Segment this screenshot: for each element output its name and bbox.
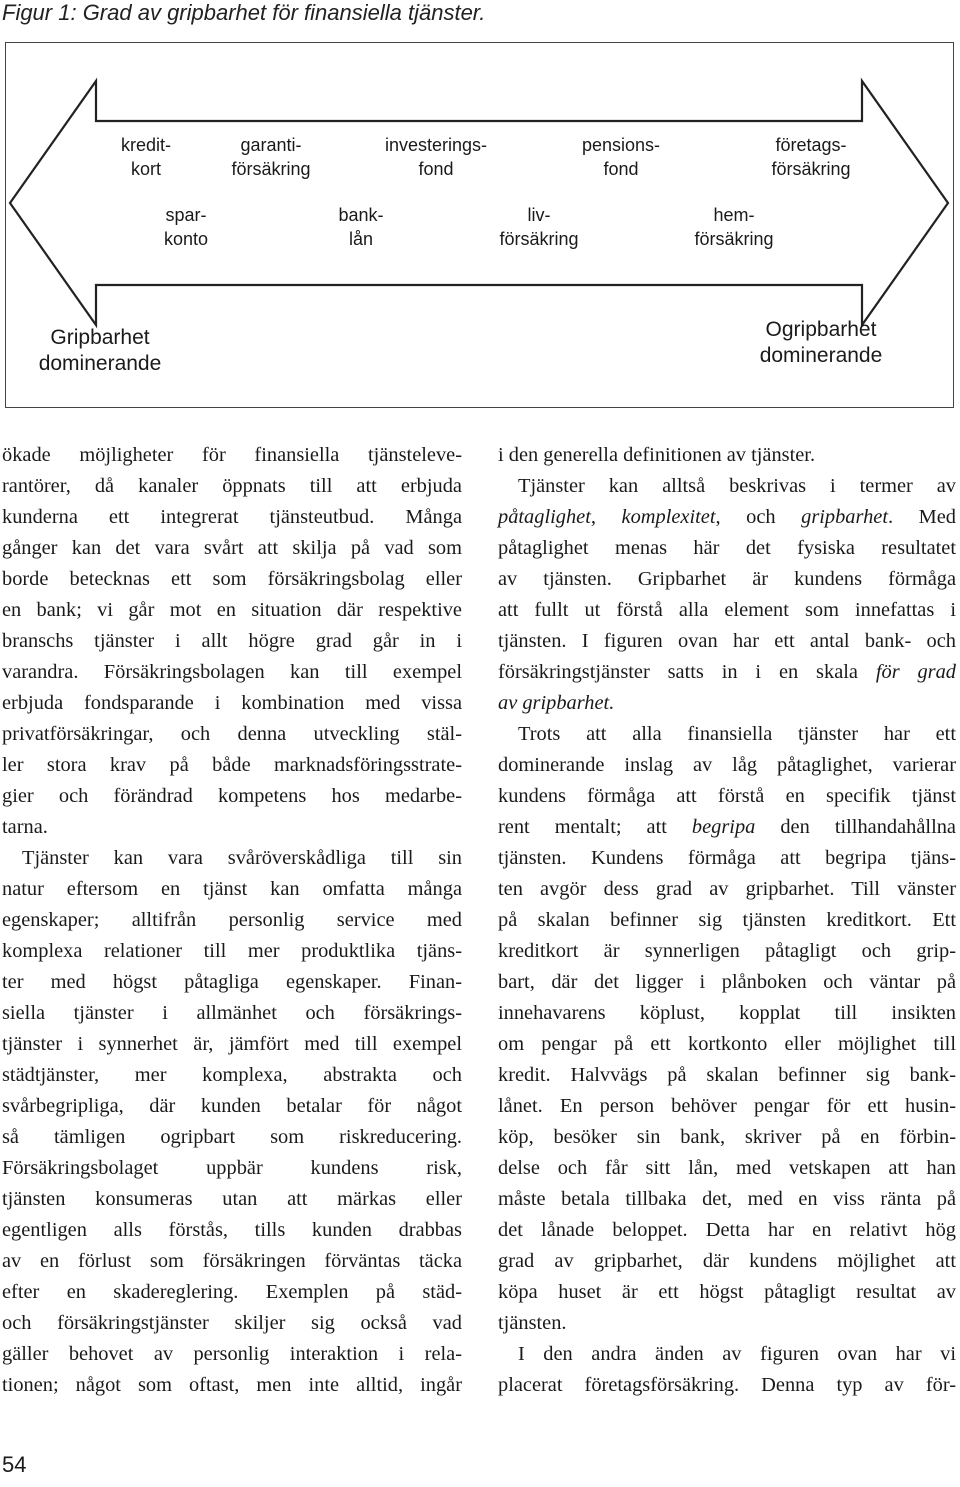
body-line: erbjuda fondsparande i kombination med vissa xyxy=(2,692,462,714)
body-line: att fullt ut förstå alla element som innefattas i xyxy=(498,599,956,621)
body-line: egenskaper; alltifrån personlig service med xyxy=(2,909,462,931)
body-line: ter med högst påtagliga egenskaper. Finan- xyxy=(2,971,462,993)
term-gripbarhet: gripbarhet xyxy=(801,506,888,528)
term-for-grad: för grad xyxy=(875,661,957,683)
page-number: 54 xyxy=(2,1452,27,1477)
body-line: en bank; vi går mot en situation där respektive xyxy=(2,599,462,621)
label-banklan: bank- lån xyxy=(338,205,384,249)
body-line: kredit. Halvvägs på skalan befinner sig bank- xyxy=(498,1064,956,1086)
text-run: , xyxy=(590,506,622,528)
text-run: rent mentalt; att xyxy=(498,816,692,838)
body-line: städtjänster, mer komplexa, abstrakta och xyxy=(2,1064,462,1086)
body-line: Tjänster kan alltså beskrivas i termer av xyxy=(518,475,956,497)
term-komplexitet: komplexitet xyxy=(621,506,716,528)
right-column xyxy=(498,440,956,1401)
body-line: ökade möjligheter för finansiella tjänsteleve- xyxy=(2,444,462,466)
body-line: av en förlust som försäkringen förväntas täcka xyxy=(2,1250,462,1272)
body-line: lånet. En person behöver pengar för ett husin- xyxy=(498,1095,956,1117)
body-line: tionen; något som oftast, men inte alltid, ingår xyxy=(2,1374,462,1396)
body-line: så tämligen ogripbart som riskreducering. xyxy=(2,1126,462,1148)
body-line: siella tjänster i allmänhet och försäkrings- xyxy=(2,1002,462,1024)
body-line: det lånade beloppet. Detta har en relativt hög xyxy=(498,1219,956,1241)
label-garantiforsakring: garanti- försäkring xyxy=(231,135,311,179)
body-line: tjänsten. Kundens förmåga att begripa tjäns- xyxy=(498,847,956,869)
body-line: dominerande inslag av låg påtaglighet, varierar xyxy=(498,754,956,776)
body-line: köpa huset är ett högst påtagligt resultat av xyxy=(498,1281,956,1303)
term-pataglighet: påtaglighet xyxy=(498,506,591,528)
body-line: tarna. xyxy=(2,816,48,838)
body-line: kundens förmåga att förstå en specifik tjänst xyxy=(498,785,956,807)
body-line: och försäkringstjänster skiljer sig också vad xyxy=(2,1312,462,1334)
body-line: varandra. Försäkringsbolagen kan till exempel xyxy=(2,661,462,683)
body-line: gäller behovet av personlig interaktion i rela- xyxy=(2,1343,462,1365)
body-line: av tjänsten. Gripbarhet är kundens förmåga xyxy=(498,568,956,590)
body-line: placerat företagsförsäkring. Denna typ av för- xyxy=(498,1374,956,1396)
body-line: gånger kan det vara svårt att skilja på vad som xyxy=(2,537,462,559)
body-line: Trots att alla finansiella tjänster har ett xyxy=(518,723,956,745)
label-kreditkort: kredit- kort xyxy=(120,135,171,179)
body-line xyxy=(498,657,956,688)
body-line: kunderna ett integrerat tjänsteutbud. Många xyxy=(2,506,462,528)
body-line: gier och förändrad kompetens hos medarbe- xyxy=(2,785,462,807)
label-livforsakring: liv- försäkring xyxy=(499,205,579,249)
body-line: i den generella definitionen av tjänster. xyxy=(498,444,816,466)
body-line: rantörer, då kanaler öppnats till att erbjuda xyxy=(2,475,462,497)
body-line: I den andra änden av figuren ovan har vi xyxy=(518,1343,956,1365)
term-begripa: begripa xyxy=(691,816,756,838)
body-line: delse och får sitt lån, med vetskapen att han xyxy=(498,1157,956,1179)
body-line: grad av gripbarhet, där kundens möjlighet att xyxy=(498,1250,956,1272)
body-line: egentligen alls förstås, tills kunden drabbas xyxy=(2,1219,462,1241)
figure-caption: Figur 1: Grad av gripbarhet för finansiella tjänster. xyxy=(2,0,486,25)
body-line: komplexa relationer till mer produktlika tjäns- xyxy=(2,940,462,962)
body-line: tjänsten. xyxy=(498,1312,567,1334)
label-pensionsfond: pensions- fond xyxy=(581,135,661,179)
body-line: ten avgör dess grad av gripbarhet. Till vänster xyxy=(498,878,956,900)
body-line: bart, där det ligger i plånboken och väntar på xyxy=(498,971,956,993)
body-line: efter en skadereglering. Exemplen på städ- xyxy=(2,1281,462,1303)
label-foretagsforsakring: företags- försäkring xyxy=(771,135,851,179)
label-gripbarhet-dominerande: Gripbarhet dominerande xyxy=(38,326,162,375)
text-run: försäkringstjänster satts in i en skala xyxy=(498,661,876,683)
figure-frame xyxy=(5,42,954,408)
term-av-gripbarhet: av gripbarhet. xyxy=(498,692,615,714)
label-ogripbarhet-dominerande: Ogripbarhet dominerande xyxy=(759,318,883,367)
body-line: privatförsäkringar, och denna utveckling stäl- xyxy=(2,723,462,745)
label-hemforsakring: hem- försäkring xyxy=(694,205,774,249)
body-line: branschs tjänster i allt högre grad går in i xyxy=(2,630,462,652)
text-run: . Med xyxy=(887,506,956,528)
body-line: tjänster i synnerhet är, jämfört med till exempel xyxy=(2,1033,462,1055)
body-line: tjänsten. I figuren ovan har ett antal bank- och xyxy=(498,630,956,652)
label-sparkonto: spar- konto xyxy=(163,205,209,249)
body-line: på skalan befinner sig tjänsten kreditkort. Ett xyxy=(498,909,956,931)
body-line: svårbegripliga, där kunden betalar för något xyxy=(2,1095,462,1117)
body-line: måste betala tillbaka det, med en viss ränta på xyxy=(498,1188,956,1210)
body-line: ler stora krav på både marknadsföringsstrate- xyxy=(2,754,462,776)
body-line: natur eftersom en tjänst kan omfatta många xyxy=(2,878,462,900)
body-line: borde betecknas ett som försäkringsbolag eller xyxy=(2,568,462,590)
body-line: innehavarens köplust, kopplat till insikten xyxy=(498,1002,956,1024)
text-run: den tillhandahållna xyxy=(755,816,956,838)
body-line: köp, besöker sin bank, skriver på en förbin- xyxy=(498,1126,956,1148)
body-line: Försäkringsbolaget uppbär kundens risk, xyxy=(2,1157,462,1179)
body-line: tjänsten konsumeras utan att märkas eller xyxy=(2,1188,462,1210)
body-line: kreditkort är synnerligen påtagligt och grip- xyxy=(498,940,956,962)
body-line: om pengar på ett kortkonto eller möjlighet till xyxy=(498,1033,956,1055)
body-line: Tjänster kan vara svåröverskådliga till sin xyxy=(22,847,462,869)
text-run: , och xyxy=(715,506,802,528)
left-column xyxy=(2,440,462,1401)
body-line xyxy=(498,812,956,843)
label-investeringsfond: investerings- fond xyxy=(384,135,488,179)
body-line xyxy=(498,502,956,533)
body-line xyxy=(498,688,956,719)
body-line: påtaglighet menas här det fysiska resultatet xyxy=(498,537,956,559)
